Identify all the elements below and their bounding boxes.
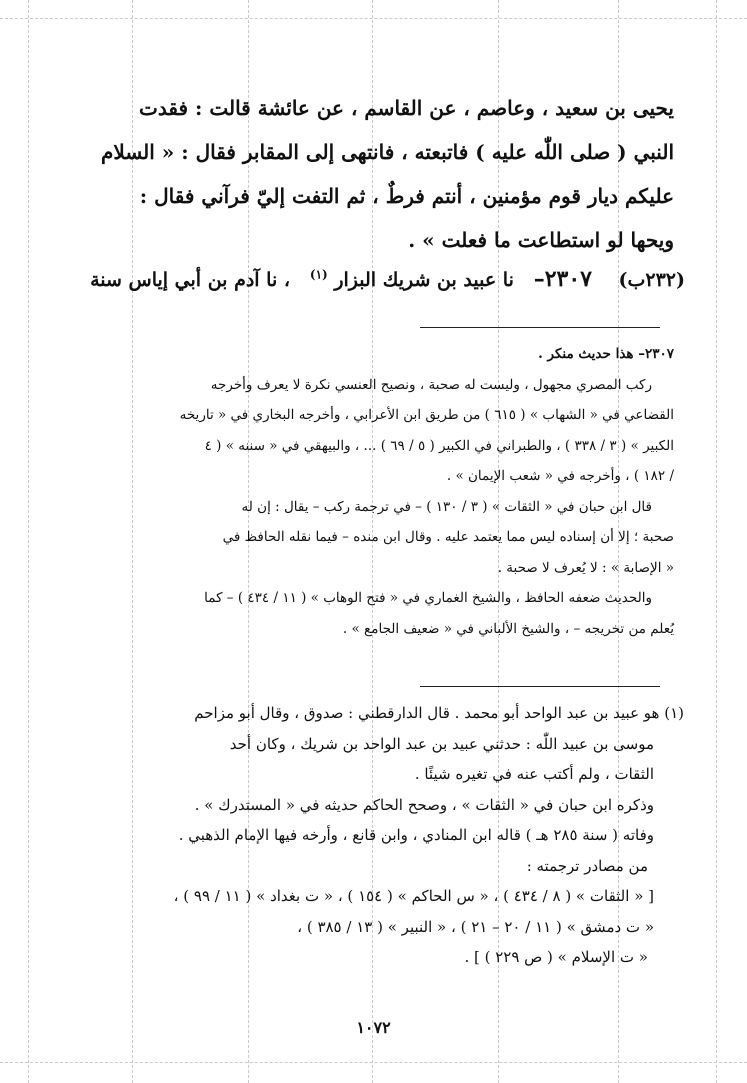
guide-line (716, 0, 717, 1083)
guide-line (0, 18, 747, 19)
main-line: ويحها لو استطاعت ما فعلت » . (408, 228, 674, 252)
notes-line: القضاعي في « الشهاب » ( ٦١٥ ) من طريق ابن الأعرابي ، وأخرجه البخاري في « تاريخه (179, 407, 674, 423)
footnote-line: من مصادر ترجمته : (526, 856, 648, 875)
main-text (78, 86, 674, 262)
notes-line: « الإصابة » : لا يُعرف لا صحبة . (497, 559, 674, 576)
hadith-number: ٢٣٠٧– (533, 266, 592, 292)
hadith-text: ، نا آدم بن أبي إياس سنة (90, 269, 291, 291)
footnote-separator (420, 686, 660, 687)
guide-line (28, 0, 29, 1083)
footnote-line: « ت الإسلام » ( ص ٢٢٩ ) ] . (464, 948, 648, 966)
notes-line: الكبير » ( ٣ / ٣٣٨ ) ، والطبراني في الكبير ( ٥ / ٦٩ ) ... ، والبيهقي في « سننه » ( ٤ (204, 437, 674, 454)
notes-line: ركب المصري مجهول ، وليست له صحبة ، ونصيح العنسي نكرة لا يعرف وأخرجه (210, 376, 652, 393)
notes-line: قال ابن حبان في « الثقات » ( ٣ / ١٣٠ ) – في ترجمة ركب – يقال : إن له (241, 498, 652, 515)
hadith-notes (78, 339, 674, 644)
notes-line: / ١٨٢ ) ، وأخرجه في « شعب الإيمان » . (446, 468, 674, 484)
hadith-heading-line (60, 266, 685, 292)
footnote-line: [ « الثقات » ( ٨ / ٤٣٤ ) ، « س الحاكم » ( ١٥٤ ) ، « ت بغداد » ( ١١ / ٩٩ ) ، (173, 887, 654, 905)
footnote-line: « ت دمشق » ( ١١ / ٢٠ – ٢١ ) ، « النبير » ( ١٣ / ٣٨٥ ) ، (297, 917, 654, 936)
notes-line: يُعلم من تخريجه – ، والشيخ الألباني في « ضعيف الجامع » . (342, 620, 674, 637)
main-line: عليكم ديار قوم مؤمنين ، أنتم فرطٌ ، ثم التفت إليّ فرآني فقال : (139, 184, 674, 208)
main-line: يحيى بن سعيد ، وعاصم ، عن القاسم ، عن عائشة قالت : فقدت (139, 96, 674, 120)
main-line: النبي ( صلى اللّٰه عليه ) فاتبعته ، فانتهى إلى المقابر فقال : « السلام (101, 140, 674, 164)
folio-marker: (٢٣٢ب) (618, 269, 685, 291)
footnote-ref: (١) (309, 267, 328, 282)
hadith-text: نا عبيد بن شريك البزار (334, 269, 514, 291)
footnote-line: الثقات ، ولم أكتب عنه في تغيره شيئًا . (414, 765, 654, 783)
notes-line: والحديث ضعفه الحافظ ، والشيخ الغماري في « فتح الوهاب » ( ١١ / ٤٣٤ ) – كما (204, 590, 652, 606)
footnote-line: (١) هو عبيد بن عبد الواحد أبو محمد . قال الدارقطني : صدوق ، وقال أبو مزاحم (194, 704, 684, 722)
notes-line: ٢٣٠٧– هذا حديث منكر . (538, 346, 674, 362)
notes-separator (420, 327, 660, 328)
footnote-line: وفاته ( سنة ٢٨٥ هـ ) قاله ابن المنادي ، وابن قانع ، وأرخه فيها الإمام الذهبي . (178, 826, 654, 844)
footnote (68, 698, 684, 973)
guide-line (0, 1062, 747, 1063)
notes-line: صحبة ؛ إلا أن إسناده ليس مما يعتمد عليه . وقال ابن منده – فيما نقله الحافظ في (222, 529, 674, 545)
footnote-line: موسى بن عبيد اللّٰه : حدثني عبيد بن عبد الواحد بن شريك ، وكان أحد (229, 734, 654, 753)
footnote-line: وذكره ابن حبان في « الثقات » ، وصحح الحاكم حديثه في « المستدرك » . (194, 795, 654, 814)
page-number: ١٠٧٢ (356, 1018, 391, 1037)
